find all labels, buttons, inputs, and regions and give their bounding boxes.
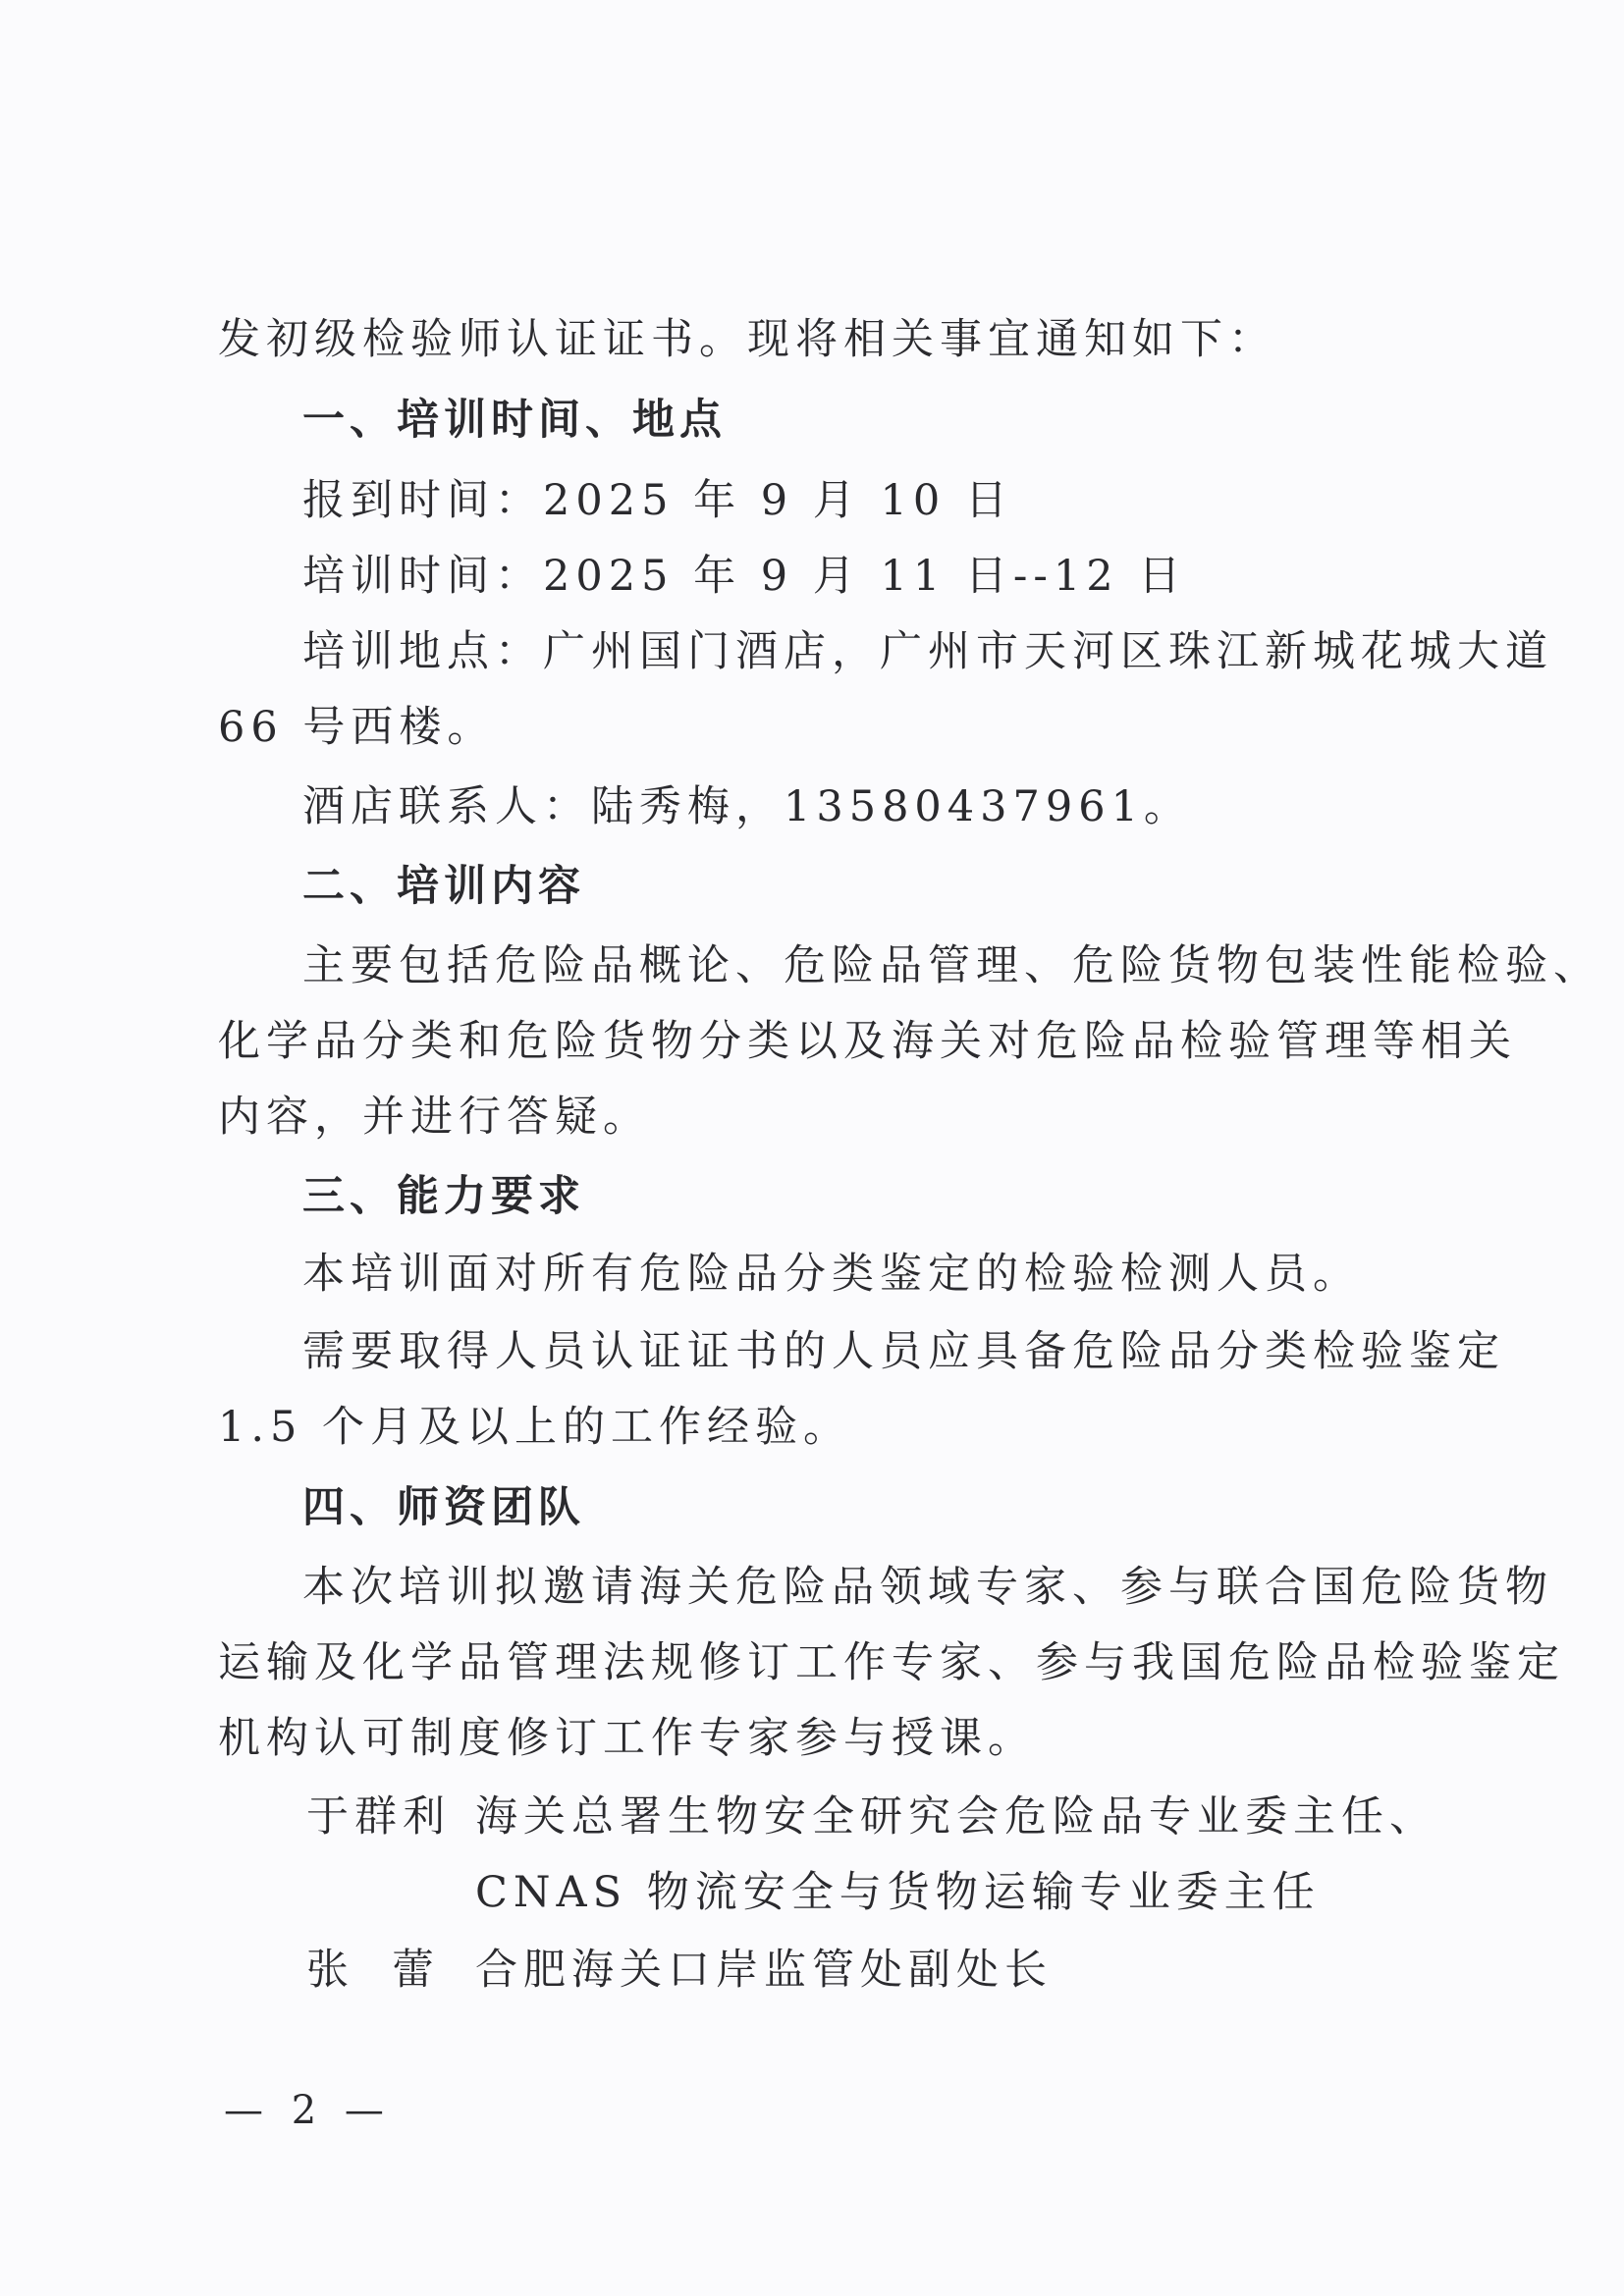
training-time-line: 培训时间：2025 年 9 月 11 日--12 日 xyxy=(302,552,1187,601)
faculty-line-3: 机构认可制度修订工作专家参与授课。 xyxy=(218,1714,1036,1763)
section3-heading: 三、能力要求 xyxy=(302,1172,585,1221)
content-line-3: 内容，并进行答疑。 xyxy=(218,1093,651,1142)
faculty-line-2: 运输及化学品管理法规修订工作专家、参与我国危险品检验鉴定 xyxy=(218,1638,1565,1687)
faculty-line-1: 本次培训拟邀请海关危险品领域专家、参与联合国危险货物 xyxy=(302,1563,1553,1612)
section2-heading: 二、培训内容 xyxy=(302,862,585,911)
section1-heading: 一、培训时间、地点 xyxy=(302,396,727,445)
teacher-name: 于群利 xyxy=(306,1792,451,1842)
ability-line-3: 1.5 个月及以上的工作经验。 xyxy=(218,1403,852,1452)
report-time-line: 报到时间：2025 年 9 月 10 日 xyxy=(302,476,1013,525)
training-location-line-1: 培训地点：广州国门酒店，广州市天河区珠江新城花城大道 xyxy=(302,627,1553,676)
teacher-role: CNAS 物流安全与货物运输专业委主任 xyxy=(475,1868,1321,1917)
teacher-name: 张蕾 xyxy=(306,1946,477,1995)
ability-line-2: 需要取得人员认证证书的人员应具备危险品分类检验鉴定 xyxy=(302,1327,1505,1376)
section4-heading: 四、师资团队 xyxy=(302,1483,585,1532)
ability-line-1: 本培训面对所有危险品分类鉴定的检验检测人员。 xyxy=(302,1250,1361,1299)
training-location-line-2: 66 号西楼。 xyxy=(218,703,496,752)
intro-end-line: 发初级检验师认证证书。现将相关事宜通知如下： xyxy=(218,315,1276,364)
content-line-1: 主要包括危险品概论、危险品管理、危险货物包装性能检验、 xyxy=(302,941,1601,990)
teacher-role: 合肥海关口岸监管处副处长 xyxy=(475,1946,1053,1995)
hotel-contact-line: 酒店联系人：陆秀梅，13580437961。 xyxy=(302,782,1192,831)
teacher-role: 海关总署生物安全研究会危险品专业委主任、 xyxy=(475,1792,1437,1842)
page-number: — 2 — xyxy=(224,2088,392,2133)
content-line-2: 化学品分类和危险货物分类以及海关对危险品检验管理等相关 xyxy=(218,1017,1517,1066)
